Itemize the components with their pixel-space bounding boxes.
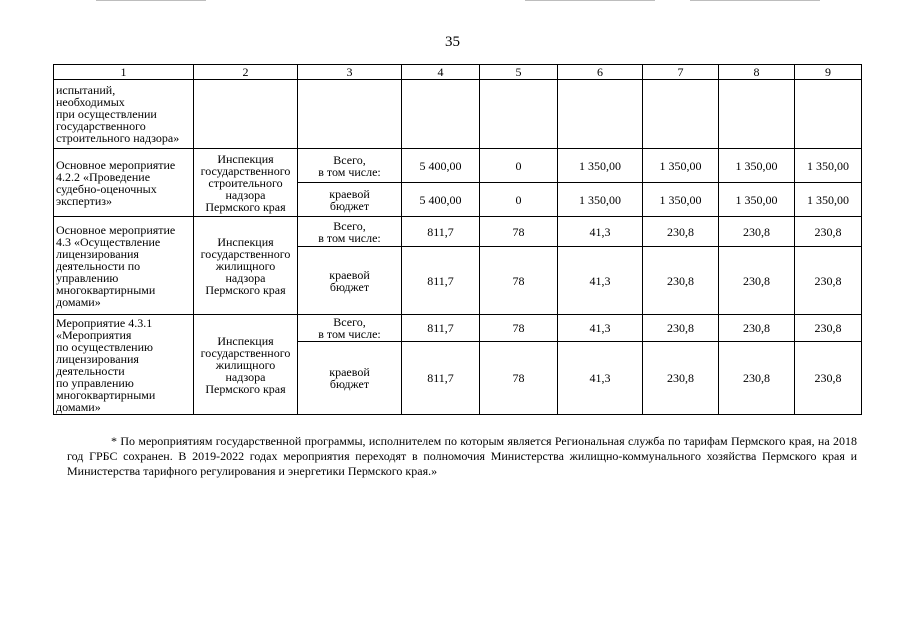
cell-text-line: деятельности по [56, 258, 141, 273]
cell-text-line: краевой [329, 365, 370, 379]
cell-text-line: Мероприятие 4.3.1 [56, 315, 153, 330]
executor-cell [194, 217, 298, 315]
cell-text-line: Инспекция [217, 234, 274, 249]
amount-cell: 230,8 [719, 342, 795, 415]
amount-cell: 811,7 [402, 315, 480, 342]
cell-text-line: в том числе: [318, 164, 381, 179]
cell-text-line: государственного [200, 345, 291, 360]
amount-cell: 1 350,00 [795, 149, 862, 183]
cell-text-line: краевой [329, 186, 370, 201]
funding-source-cell [298, 149, 402, 183]
cell-text-line: надзора [225, 270, 266, 285]
empty-cell [795, 80, 862, 149]
cell-text-line: Всего, [333, 218, 366, 233]
executor-cell [194, 149, 298, 217]
amount-cell: 41,3 [558, 247, 643, 315]
amount-cell: 230,8 [795, 247, 862, 315]
cell-text-line: Всего, [333, 315, 366, 329]
empty-cell [194, 80, 298, 149]
amount-cell: 41,3 [558, 315, 643, 342]
column-number-header: 5 [480, 65, 558, 80]
amount-cell: 78 [480, 342, 558, 415]
table-row-continuation [54, 80, 862, 149]
table-header-row [54, 65, 862, 80]
column-number-header: 3 [298, 65, 402, 80]
table-row [54, 315, 862, 342]
cell-text-line: многоквартирными [56, 282, 156, 297]
table-row [54, 217, 862, 247]
empty-cell [719, 80, 795, 149]
cell-text-line: «Мероприятия [56, 327, 132, 342]
top-edge-line [690, 0, 820, 1]
cell-text-line: жилищного [215, 357, 276, 372]
column-number-header: 1 [54, 65, 194, 80]
cell-text-line: в том числе: [318, 230, 381, 245]
activity-name-cell [54, 80, 194, 149]
amount-cell: 5 400,00 [402, 149, 480, 183]
amount-cell: 78 [480, 217, 558, 247]
amount-cell: 0 [480, 183, 558, 217]
cell-text-line: Пермского края [205, 282, 286, 297]
cell-text-line: лицензирования [56, 351, 139, 366]
cell-text-line: бюджет [329, 279, 370, 294]
executor-cell [194, 315, 298, 415]
amount-cell: 78 [480, 315, 558, 342]
cell-text-line: краевой [329, 267, 370, 282]
amount-cell: 230,8 [795, 315, 862, 342]
activity-name-cell [54, 315, 194, 415]
amount-cell: 41,3 [558, 217, 643, 247]
funding-source-cell [298, 247, 402, 315]
column-number-header: 8 [719, 65, 795, 80]
amount-cell: 1 350,00 [558, 183, 643, 217]
cell-text-line: строительного надзора» [56, 131, 180, 145]
empty-cell [298, 80, 402, 149]
cell-text-line: бюджет [329, 377, 370, 391]
column-number-header: 2 [194, 65, 298, 80]
column-number-header: 7 [643, 65, 719, 80]
cell-text-line: Пермского края [205, 199, 286, 214]
cell-text-line: государственного [56, 119, 146, 133]
cell-text-line: жилищного [215, 258, 276, 273]
amount-cell: 230,8 [643, 247, 719, 315]
cell-text-line: экспертиз» [56, 193, 113, 208]
cell-text-line: Основное мероприятие [56, 157, 176, 172]
funding-source-cell [298, 183, 402, 217]
amount-cell: 1 350,00 [719, 183, 795, 217]
cell-text-line: домами» [56, 399, 101, 414]
amount-cell: 78 [480, 247, 558, 315]
funding-source-cell [298, 217, 402, 247]
funding-source-cell [298, 342, 402, 415]
cell-text-line: по осуществлению [56, 339, 153, 354]
cell-text-line: по управлению [56, 375, 134, 390]
cell-text-line: надзора [225, 369, 266, 384]
amount-cell: 1 350,00 [643, 149, 719, 183]
amount-cell: 0 [480, 149, 558, 183]
cell-text-line: 4.3 «Осуществление [56, 234, 161, 249]
cell-text-line: управлению [56, 270, 119, 285]
activity-name-cell [54, 217, 194, 315]
activity-name-cell [54, 149, 194, 217]
amount-cell: 5 400,00 [402, 183, 480, 217]
amount-cell: 1 350,00 [558, 149, 643, 183]
cell-text-line: государственного [200, 246, 291, 261]
table-row [54, 149, 862, 183]
amount-cell: 230,8 [795, 342, 862, 415]
cell-text-line: в том числе: [318, 327, 381, 341]
column-number-header: 9 [795, 65, 862, 80]
cell-text-line: строительного [208, 175, 283, 190]
cell-text-line: Всего, [333, 152, 366, 167]
cell-text-line: домами» [56, 294, 101, 309]
column-number-header: 4 [402, 65, 480, 80]
amount-cell: 230,8 [643, 217, 719, 247]
cell-text-line: Пермского края [205, 381, 286, 396]
footnote: * По мероприятиям государственной программы, исполнителем по которым является Региональная служба по тарифам Пермского края, на 2018 год ГРБС сохранен. В 2019-2022 годах мероприятия переходят в полномочия Министерства жилищно-коммунального хозяйства Пермского края и Министерства тарифного регулирования и энергетики Пермского края.» [67, 434, 857, 478]
empty-cell [643, 80, 719, 149]
top-edge-line [525, 0, 655, 1]
cell-text-line: судебно-оценочных [56, 181, 157, 196]
cell-text-line: Основное мероприятие [56, 222, 176, 237]
amount-cell: 1 350,00 [795, 183, 862, 217]
amount-cell: 1 350,00 [643, 183, 719, 217]
amount-cell: 811,7 [402, 342, 480, 415]
column-number-header: 6 [558, 65, 643, 80]
cell-text-line: надзора [225, 187, 266, 202]
funding-source-cell [298, 315, 402, 342]
cell-text-line: 4.2.2 «Проведение [56, 169, 151, 184]
amount-cell: 811,7 [402, 247, 480, 315]
cell-text-line: бюджет [329, 198, 370, 213]
budget-table [53, 64, 862, 415]
top-edge-line [96, 0, 206, 1]
empty-cell [402, 80, 480, 149]
amount-cell: 41,3 [558, 342, 643, 415]
cell-text-line: деятельности [56, 363, 125, 378]
cell-text-line: многоквартирными [56, 387, 156, 402]
cell-text-line: при осуществлении [56, 107, 157, 121]
page-number: 35 [445, 34, 460, 50]
empty-cell [558, 80, 643, 149]
cell-text-line: Инспекция [217, 333, 274, 348]
amount-cell: 1 350,00 [719, 149, 795, 183]
amount-cell: 230,8 [795, 217, 862, 247]
cell-text-line: лицензирования [56, 246, 139, 261]
empty-cell [480, 80, 558, 149]
amount-cell: 230,8 [719, 315, 795, 342]
cell-text-line: испытаний, [56, 83, 116, 97]
amount-cell: 230,8 [719, 247, 795, 315]
cell-text-line: Инспекция [217, 151, 274, 166]
amount-cell: 230,8 [643, 342, 719, 415]
cell-text-line: государственного [200, 163, 291, 178]
amount-cell: 230,8 [719, 217, 795, 247]
cell-text-line: необходимых [56, 95, 125, 109]
amount-cell: 230,8 [643, 315, 719, 342]
amount-cell: 811,7 [402, 217, 480, 247]
